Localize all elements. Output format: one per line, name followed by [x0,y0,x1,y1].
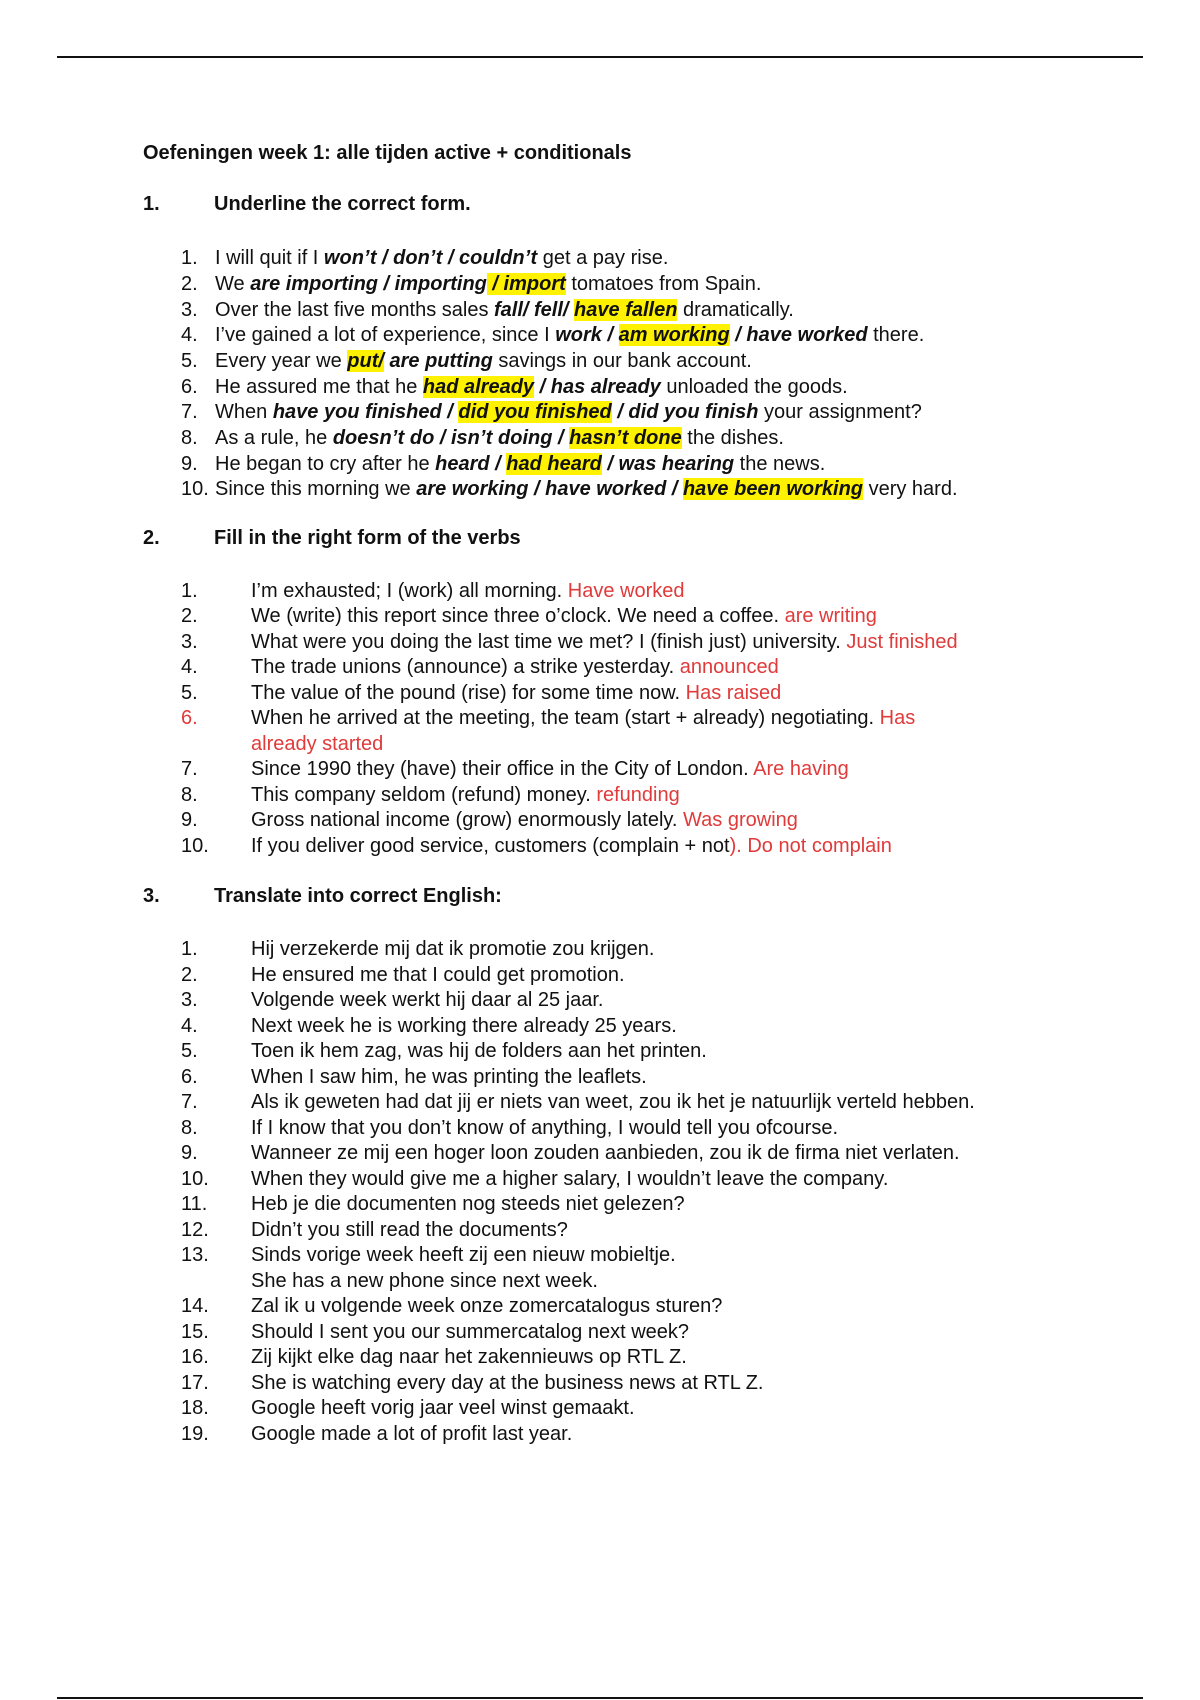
item-text: I’m exhausted; I (work) all morning. Have worked [251,580,685,602]
item-text: Since 1990 they (have) their office in the City of London. Are having [251,758,849,780]
highlighted-answer: had heard [506,453,602,475]
item-text: We (write) this report since three o’clock. We need a coffee. are writing [251,605,877,627]
item-text: If you deliver good service, customers (complain + not). Do not complain [251,835,892,857]
item-number: 2. [181,605,198,627]
item-text: He assured me that he had already / has already unloaded the goods. [215,376,848,398]
item-text: The value of the pound (rise) for some time now. Has raised [251,682,782,704]
item-text: He began to cry after he heard / had heard / was hearing the news. [215,453,826,475]
document-title: Oefeningen week 1: alle tijden active + conditionals [143,142,632,164]
item-text: I’ve gained a lot of experience, since I work / am working / have worked there. [215,324,925,346]
item-number: 3. [181,299,198,321]
item-text: The trade unions (announce) a strike yesterday. announced [251,656,779,678]
item-text: Since this morning we are working / have worked / have been working very hard. [215,478,958,500]
highlighted-answer: did you finished [458,401,612,423]
highlighted-answer: have been working [682,478,864,500]
highlighted-answer: / import [486,273,566,295]
section2-number: 2. [143,527,160,549]
answer-text: Has [879,707,916,729]
item-number: 7. [181,758,198,780]
highlighted-answer: am working [618,324,730,346]
item-number: 9. [181,453,198,475]
section3-number: 3. [143,885,160,907]
item-number: 8. [181,784,198,806]
document-page: Oefeningen week 1: alle tijden active + conditionals 1. Underline the correct form. 1. I will quit if I won’t / don’t / couldn’t get a pay rise. 2. We are importing / importing / import tomatoes from Spain. 3. Over the last five months sales fall/ fell/ have fallen dramatically. 4. I’ve gained a lot of experience, since I work / am working / have worked there. 5. Every year we put/ are putting savings in our bank account. 6. He assured me that he had already / has already unloaded the goods. 7. When have you finished / did you finished / did you finish your assignment? 8. As a rule, he doesn’t do / isn’t doing / hasn’t done the dishes. 9. He began to cry after he heard / had heard / was hearing the news. 10. Since this morning we are working / have worked / have been working very hard. 2. Fill in the right form of the verbs 1. I’m exhausted; I (work) all morning. Have worked 2. We (write) this report since three o’clock. We need a coffee. are writing 3. What were you doing the last time we met? I (finish just) university. Just finished 4. The trade unions (announce) a strike yesterday. announced 5. The value of the pound (rise) for some time now. Has raised 6. When he arrived at the meeting, the team (start + already) negotiating. Has already started 7. Since 1990 they (have) their office in the City of London. Are having 8. This company seldom (refund) money. refunding 9. Gross national income (grow) enormously lately. Was growing 10. If you deliver good service, customers (complain + not). Do not complain 3. Translate into correct English: 1. Hij verzekerde mij dat ik promotie zou krijgen. 2. He ensured me that I could get promotion. 3. Volgende week werkt hij daar al 25 jaar. 4. Next week he is working there already 25 years. 5. Toen ik hem zag, was hij de folders aan het printen. 6. When I saw him, he was printing the leaflets. 7. Als ik geweten had dat jij er niets van weet, zou ik het je natuurlijk verteld hebben. 8. If I know that you don’t know of anything, I would tell you ofcourse. 9. Wanneer ze mij een hoger loon zouden aanbieden, zou ik de firma niet verlaten. 10. When they would give me a higher salary, I wouldn’t leave the company. 11. Heb je die documenten nog steeds niet gelezen? 12. Didn’t you still read the documents? 13. Sinds vorige week heeft zij een nieuw mobieltje. She has a new phone since next week. 14. Zal ik u volgende week onze zomercatalogus sturen? 15. Should I sent you our summercatalog next week? 16. Zij kijkt elke dag naar het zakennieuws op RTL Z. 17. She is watching every day at the business news at RTL Z. 18. Google heeft vorig jaar veel winst gemaakt. 19. Google made a lot of profit last year. [143,142,975,1445]
highlighted-answer: hasn’t done [569,427,682,449]
item-number: 3. [181,631,198,653]
item-number: 4. [181,656,198,678]
section1-title: Underline the correct form. [214,193,471,215]
highlighted-answer: have fallen [574,299,678,321]
answer-text: Just finished [846,631,958,653]
item-text: I will quit if I won’t / don’t / couldn’t get a pay rise. [215,247,669,269]
section3-title: Translate into correct English: [214,885,502,907]
item-number: 7. [181,401,198,423]
item-number: 5. [181,682,198,704]
item-number: 10. [181,835,209,857]
item-text: Gross national income (grow) enormously lately. Was growing [251,809,798,831]
answer-text: Are having [753,758,849,780]
answer-text: Have worked [567,580,685,602]
item-number: 8. [181,427,198,449]
answer-text: announced [679,656,779,678]
item-text: When have you finished / did you finished / did you finish your assignment? [215,401,922,423]
item-text: As a rule, he doesn’t do / isn’t doing / hasn’t done the dishes. [215,427,784,449]
item-text: Over the last five months sales fall/ fell/ have fallen dramatically. [215,299,794,321]
item-number: 4. [181,324,198,346]
item-number: 2. [181,273,198,295]
item-text: This company seldom (refund) money. refunding [251,784,680,806]
item-number: 1. [181,580,198,602]
answer-text: refunding [596,784,680,806]
highlighted-answer: put/ [347,350,384,372]
item-number: 6. [181,707,198,729]
item-number: 10. [181,478,209,500]
item-number: 5. [181,350,198,372]
item-number: 6. [181,376,198,398]
answer-text: ). Do not complain [729,835,892,857]
item-number: 1. [181,247,198,269]
answer-text: Was growing [683,809,798,831]
highlighted-answer: had already [422,376,535,398]
item-text: When he arrived at the meeting, the team (start + already) negotiating. Has [251,707,916,729]
item-number: 9. [181,809,198,831]
section2-title: Fill in the right form of the verbs [214,527,521,549]
item-text: Every year we put/ are putting savings in our bank account. [215,350,752,372]
section1-number: 1. [143,193,160,215]
answer-text: are writing [784,605,877,627]
answer-text: already started [251,733,384,755]
answer-text: Has raised [685,682,782,704]
item-text: We are importing / importing / import tomatoes from Spain. [215,273,762,295]
item-text: What were you doing the last time we met? I (finish just) university. Just finished [251,631,958,653]
